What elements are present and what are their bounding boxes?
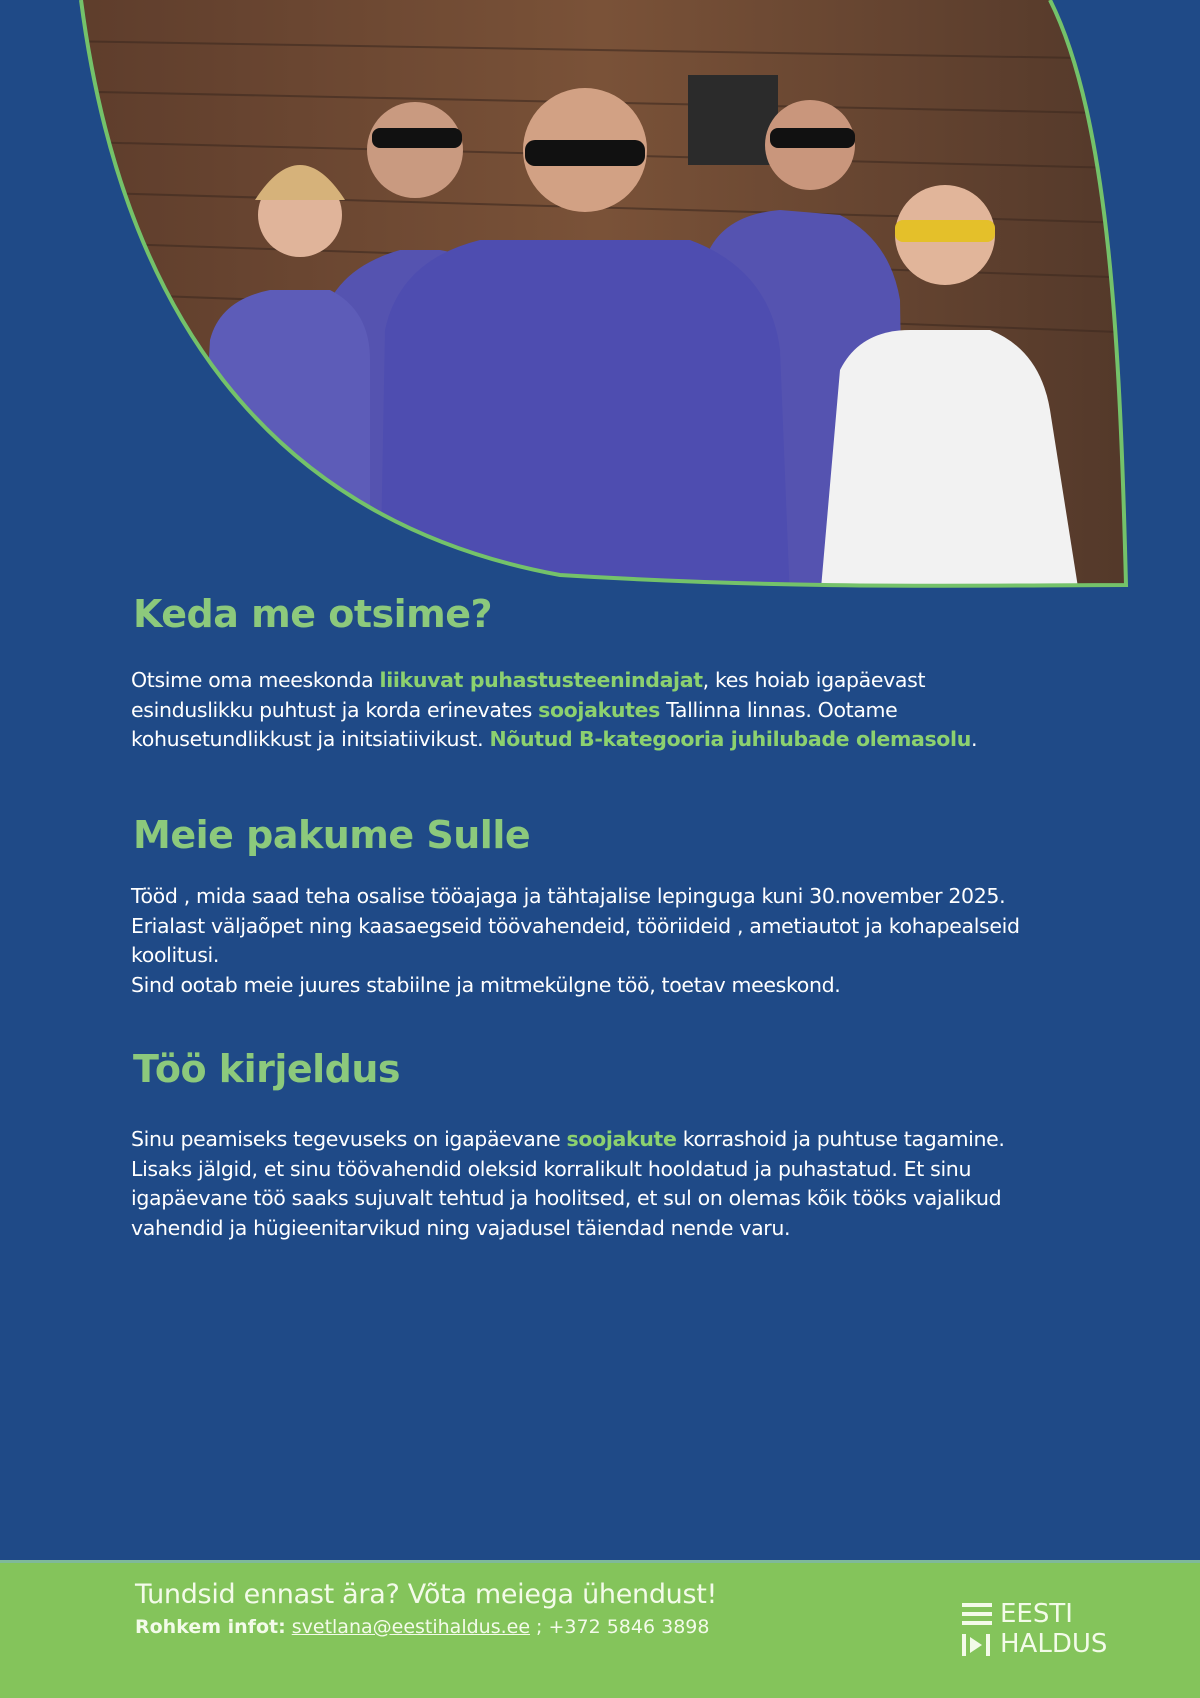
offer-paragraph bbox=[131, 882, 1101, 1000]
text: Otsime oma meeskonda bbox=[131, 668, 380, 692]
email-link[interactable]: svetlana@eestihaldus.ee bbox=[291, 1616, 531, 1638]
text: korrashoid ja puhtuse tagamine. bbox=[676, 1127, 1005, 1151]
phone: ; +372 5846 3898 bbox=[530, 1616, 710, 1638]
highlight: liikuvat puhastusteenindajat bbox=[379, 668, 703, 692]
who-paragraph bbox=[131, 666, 991, 755]
section-heading-job: Töö kirjeldus bbox=[133, 1047, 401, 1091]
section-heading-offer: Meie pakume Sulle bbox=[133, 813, 531, 857]
highlight: soojakute bbox=[566, 1127, 677, 1151]
contact-info bbox=[135, 1616, 709, 1638]
text: Sinu peamiseks tegevuseks on igapäevane bbox=[131, 1127, 567, 1151]
text: . bbox=[970, 727, 978, 751]
section-heading-who: Keda me otsime? bbox=[133, 592, 493, 636]
logo-text-2: HALDUS bbox=[1000, 1629, 1108, 1659]
offer-line: Erialast väljaõpet ning kaasaegseid töövahendeid, tööriideid , ametiautot ja kohapealseid koolitusi. bbox=[131, 913, 1020, 967]
job-line bbox=[131, 1125, 1031, 1155]
job-paragraph bbox=[131, 1125, 1031, 1243]
job-line: Lisaks jälgid, et sinu töövahendid oleksid korralikult hooldatud ja puhastatud. Et sinu igapäevane töö saaks sujuvalt tehtud ja hoolitsed, et sul on olemas kõik tööks vajalikud vahendid ja hügieenitarvikud ning vajadusel täiendad nende varu. bbox=[131, 1156, 1002, 1240]
contact-footer bbox=[0, 1560, 1200, 1698]
highlight: Nõutud B-kategooria juhilubade olemasolu bbox=[489, 727, 971, 751]
logo-text-1: EESTI bbox=[1000, 1599, 1073, 1629]
offer-line: Sind ootab meie juures stabiilne ja mitmekülgne töö, toetav meeskond. bbox=[131, 972, 841, 997]
info-label: Rohkem infot: bbox=[135, 1616, 286, 1638]
text: , kes hoiab igapäevast esinduslikku puhtust ja korda erinevates bbox=[131, 668, 926, 722]
eesti-haldus-logo bbox=[962, 1601, 1132, 1661]
highlight: soojakutes bbox=[538, 697, 660, 722]
text: Tallinna linnas. Ootame kohusetundlikkust ja initsiatiivikust. bbox=[131, 697, 898, 751]
team-photo bbox=[0, 0, 1200, 600]
offer-line: Tööd , mida saad teha osalise tööajaga ja tähtajalise lepinguga kuni 30.november 2025. bbox=[131, 884, 1006, 908]
call-to-action: Tundsid ennast ära? Võta meiega ühendust! bbox=[135, 1579, 718, 1610]
logo-mark-icon bbox=[962, 1601, 996, 1661]
